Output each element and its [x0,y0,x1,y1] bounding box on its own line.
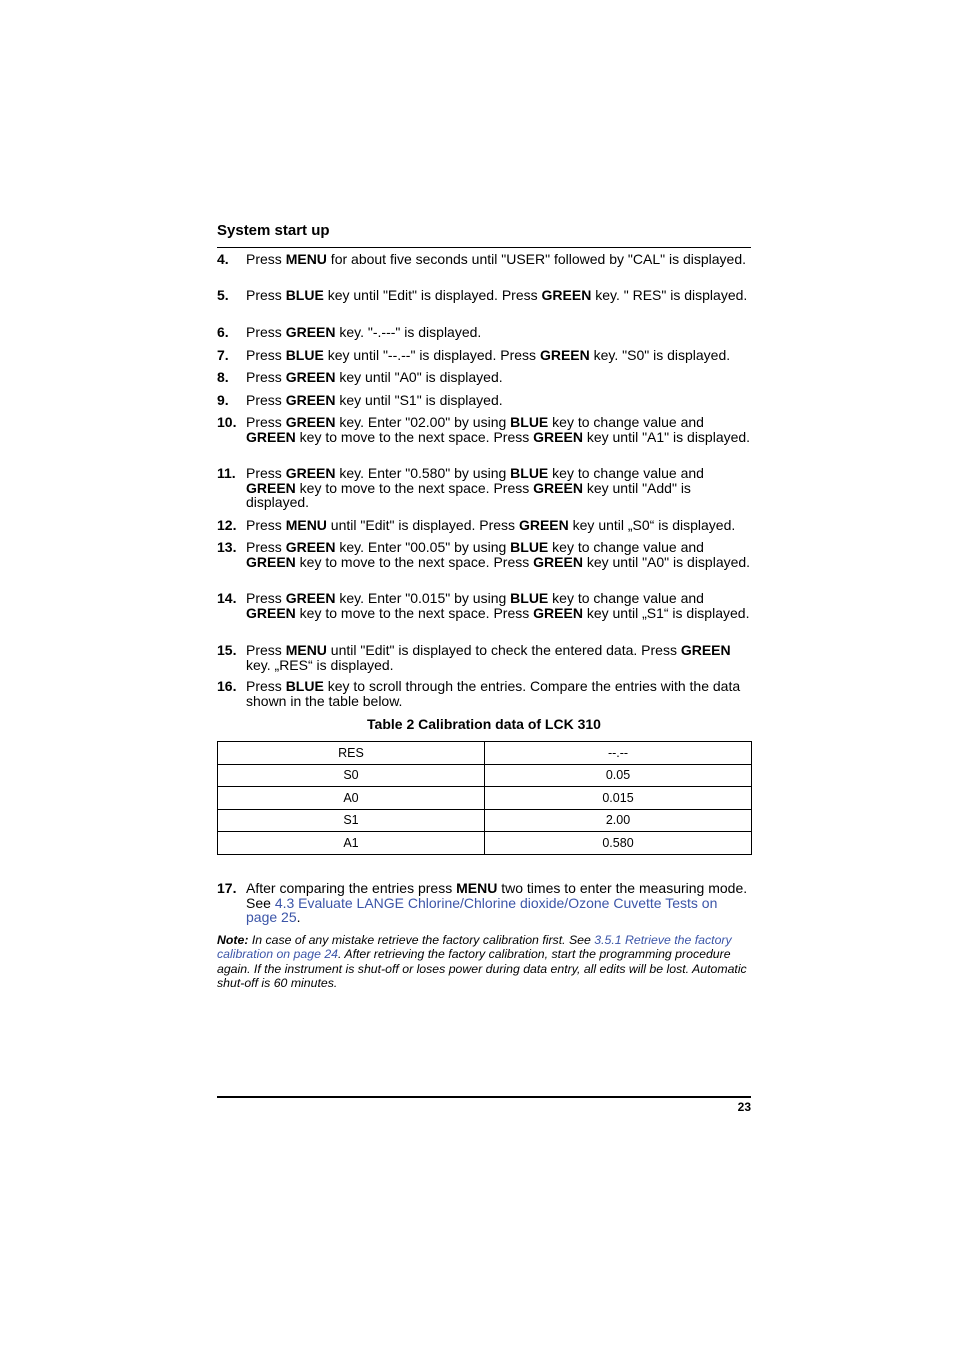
step-9 [217,393,751,408]
step-number: 6. [217,324,229,340]
table-cell: RES [218,742,485,765]
table-cell: A0 [218,787,485,810]
key-name: BLUE [510,414,549,430]
step-14 [217,591,751,620]
key-name: GREEN [285,590,336,606]
table-row [218,809,752,832]
step-4 [217,252,751,267]
table-cell: S1 [218,809,485,832]
step-number: 9. [217,392,229,408]
step-text: Press GREEN key until "S1" is displayed. [246,392,503,408]
key-name: BLUE [285,287,324,303]
section-title: System start up [217,222,751,248]
step-16 [217,679,751,708]
step-10 [217,415,751,444]
key-name: GREEN [518,517,569,533]
step-number: 8. [217,369,229,385]
step-text: Press GREEN key. Enter "0.015" by using BLUE key to change value and GREEN key to move to the next space. Press GREEN key until „S1“ is displayed. [246,590,750,621]
table-cell: 0.015 [485,787,752,810]
step-text: Press BLUE key until "--.--" is displayed. Press GREEN key. "S0" is displayed. [246,347,731,363]
key-name: GREEN [285,392,336,408]
step-number: 15. [217,642,237,658]
table-cell: 2.00 [485,809,752,832]
key-name: BLUE [510,539,549,555]
step-12 [217,518,751,533]
key-name: GREEN [285,539,336,555]
table-row [218,764,752,787]
key-name: BLUE [285,678,324,694]
step-6 [217,325,751,340]
step-11 [217,466,751,510]
key-name: GREEN [680,642,731,658]
key-name: MENU [285,517,327,533]
key-name: GREEN [246,604,296,621]
cross-reference-link[interactable]: 4.3 Evaluate LANGE Chlorine/Chlorine dioxide/Ozone Cuvette Tests on page 25 [246,894,718,926]
step-5 [217,288,751,303]
footer-rule [217,1096,751,1098]
key-name: BLUE [285,347,324,363]
key-name: GREEN [285,369,336,385]
key-name: GREEN [541,287,592,303]
step-text: After comparing the entries press MENU two times to enter the measuring mode. See 4.3 Evaluate LANGE Chlorine/Chlorine dioxide/Ozone Cuvette Tests on page 25. [246,880,748,926]
step-number: 4. [217,251,229,267]
note-text: In case of any mistake retrieve the factory calibration first. See 3.5.1 Retrieve the factory calibration on page 24. After retrieving the factory calibration, start the programming procedure again. If the instrument is shut-off or loses power during data entry, all edits will be lost. Automatic shut-off is 60 minutes. [217,933,747,991]
step-15 [217,643,751,672]
key-name: GREEN [533,479,583,496]
table-cell: 0.580 [485,832,752,855]
key-name: GREEN [539,347,590,363]
key-name: GREEN [533,604,583,621]
step-number: 16. [217,678,237,694]
step-17 [217,881,751,925]
step-text: Press BLUE key until "Edit" is displayed. Press GREEN key. " RES" is displayed. [246,287,748,303]
table-cell: S0 [218,764,485,787]
step-text: Press GREEN key. Enter "00.05" by using BLUE key to change value and GREEN key to move to the next space. Press GREEN key until "A0" is displayed. [246,539,751,570]
key-name: GREEN [246,479,296,496]
cross-reference-link[interactable]: 3.5.1 Retrieve the factory calibration on page 24 [217,933,732,962]
note [217,933,751,991]
step-text: Press GREEN key until "A0" is displayed. [246,369,503,385]
key-name: GREEN [246,428,296,445]
key-name: BLUE [510,465,549,481]
table-cell: A1 [218,832,485,855]
key-name: GREEN [285,414,336,430]
step-text: Press GREEN key. Enter "02.00" by using BLUE key to change value and GREEN key to move to the next space. Press GREEN key until "A1" is displayed. [246,414,751,445]
step-number: 10. [217,414,237,430]
calibration-table [217,741,752,855]
key-name: GREEN [533,428,583,445]
table-cell: 0.05 [485,764,752,787]
key-name: GREEN [285,465,336,481]
step-number: 5. [217,287,229,303]
key-name: MENU [285,251,327,267]
step-text: Press GREEN key. "-.---" is displayed. [246,324,482,340]
step-text: Press MENU for about five seconds until "USER" followed by "CAL" is displayed. [246,251,747,267]
step-8 [217,370,751,385]
table-caption: Table 2 Calibration data of LCK 310 [367,716,601,732]
step-number: 12. [217,517,237,533]
step-number: 7. [217,347,229,363]
key-name: GREEN [246,553,296,570]
step-text: Press MENU until "Edit" is displayed to check the entered data. Press GREEN key. „RES“ is displayed. [246,642,731,673]
table-row [218,787,752,810]
table-cell: --.-- [485,742,752,765]
table-row [218,742,752,765]
table-row [218,832,752,855]
key-name: GREEN [533,553,583,570]
step-number: 14. [217,590,237,606]
step-number: 17. [217,880,237,896]
page-number: 23 [737,1100,751,1114]
key-name: GREEN [285,324,336,340]
key-name: BLUE [510,590,549,606]
note-label: Note: [217,933,249,947]
key-name: MENU [285,642,327,658]
step-text: Press MENU until "Edit" is displayed. Press GREEN key until „S0“ is displayed. [246,517,736,533]
step-number: 13. [217,539,237,555]
key-name: MENU [456,880,498,896]
step-13 [217,540,751,569]
step-text: Press BLUE key to scroll through the entries. Compare the entries with the data shown in the table below. [246,678,741,709]
step-7 [217,348,751,363]
step-number: 11. [217,465,236,481]
step-text: Press GREEN key. Enter "0.580" by using BLUE key to change value and GREEN key to move to the next space. Press GREEN key until "Add" is displayed. [246,465,704,511]
